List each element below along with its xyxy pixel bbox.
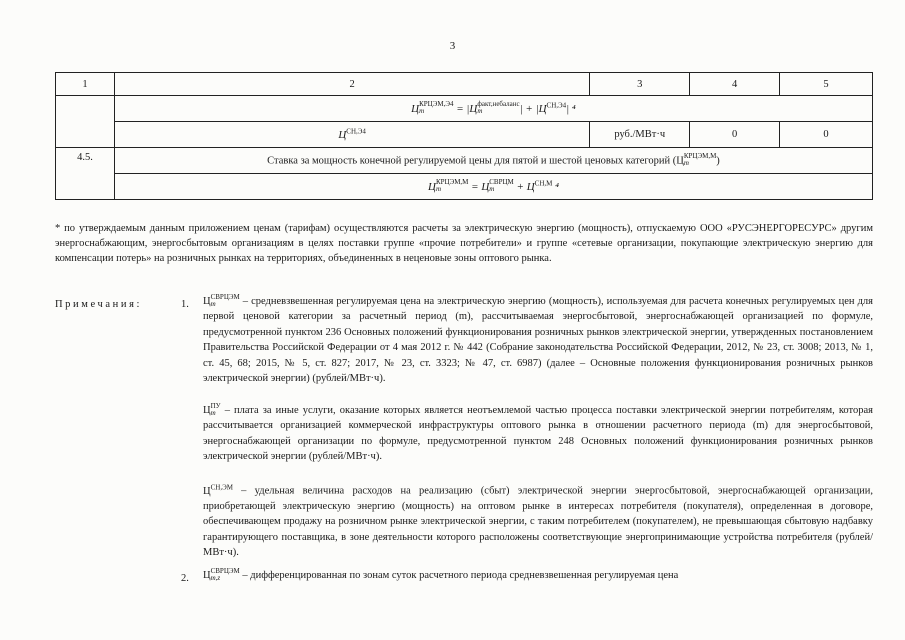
formula-crcem-m: Ц КРЦЭМ,М m = Ц СВРЦМ m + $Ц^{СН,М}$ ⁴: [428, 178, 559, 194]
note-paragraph: $Ц^{СН,ЭМ}$ – удельная величина расходов на реализацию (сбыт) электрической энергии энергосбытовой, энергоснабжающей организации, приобретающей электрическую энергию (мощность) на оптовом рынке в интересах потребителя (покупателя), определенная в договоре, обеспечивающем продажу на розничном рынке электрической энергии, с таким потребителем (покупателем), не превышающая сбытовую надбавку гарантирующего поставщика, в зоне деятельности которого расположены соответствующие энергопринимающие устройства потребителя (рублей/МВт·ч).: [203, 483, 873, 559]
note-number: 2.: [181, 573, 189, 584]
page-number: 3: [449, 40, 456, 52]
header-cell: 1: [56, 73, 115, 96]
unit-cell: руб./МВт·ч: [590, 122, 690, 148]
table-row: [56, 96, 873, 122]
note-number: 1.: [181, 299, 189, 310]
empty-cell: [56, 96, 115, 148]
value-cell: 0: [690, 122, 780, 148]
row-number-cell: 4.5.: [56, 148, 115, 200]
cn-label-cell: $Ц^{СН,Э4}$: [114, 122, 589, 148]
value-cell: 0: [780, 122, 873, 148]
table-row: [56, 174, 873, 200]
table-row: [56, 148, 873, 174]
header-cell: 4: [690, 73, 780, 96]
header-cell: 5: [780, 73, 873, 96]
header-cell: 3: [590, 73, 690, 96]
note-paragraph: Ц СВРЦЭМ m,z – дифференцированная по зонам суток расчетного периода средневзвешенная регулируемая цена: [203, 566, 679, 582]
note-paragraph: Ц СВРЦЭМ m – средневзвешенная регулируемая цена на электрическую энергию (мощность), используемая для расчета конечных регулируемых цен для первой ценовой категории за расчетный период (m), рассчитываемая энергосбытовой, энергоснабжающей организацией по формуле, предусмотренной пунктом 236 Основных положений функционирования розничных рынков электрической энергии, утвержденных постановлением Правительства Российской Федерации от 4 мая 2012 г. № 442 (Собрание законодательства Российской Федерации, 2012, № 23, ст. 3008; 2013, № 1, ст. 45, 68; 2015, № 5, ст. 827; 2017, № 23, ст. 3323; № 47, ст. 6987) (далее – Основные положения функционирования розничных рынков электрической энергии) (рублей/МВт·ч).: [203, 292, 873, 385]
table-header-row: [56, 73, 873, 96]
header-cell: 2: [114, 73, 589, 96]
notes-label: Примечания:: [55, 299, 143, 310]
formula-cell: [114, 96, 872, 122]
note-paragraph: Ц ПУ m – плата за иные услуги, оказание которых является неотъемлемой частью процесса поставки электрической энергии потребителям, которая рассчитывается организацией коммерческой инфраструктуры оптового рынка в отношении расчетного периода (m) для энергосбытовой, энергоснабжающей организации по формуле, предусмотренной пунктом 248 Основных положений функционирования розничных рынков электрической энергии (рублей/МВт·ч).: [203, 401, 873, 463]
tariff-table: [55, 72, 873, 200]
footnote: * по утверждаемым данным приложением ценам (тарифам) осуществляются расчеты за электрическую энергию (мощность), отпускаемую ООО «РУСЭНЕРГОРЕСУРС» другим энергоснабжающим, энергосбытовым организациям в целях поставки группе «прочие потребители» и группе «сетевые организации, покупающие электрическую энергию для компенсации потерь» на розничных рынках на территориях, объединенных в неценовые зоны оптового рынка.: [55, 223, 873, 264]
table-row: [56, 122, 873, 148]
formula-crcem-e4: Ц КРЦЭМ,Э4 m = |Ц факт,небаланс m | + $|Ц^{СН,Э4}|$ ⁴: [411, 100, 576, 116]
formula-cell: [114, 174, 872, 200]
description-cell: Ставка за мощность конечной регулируемой цены для пятой и шестой ценовых категорий (Ц КРЦЭМ,М m ): [114, 148, 872, 174]
